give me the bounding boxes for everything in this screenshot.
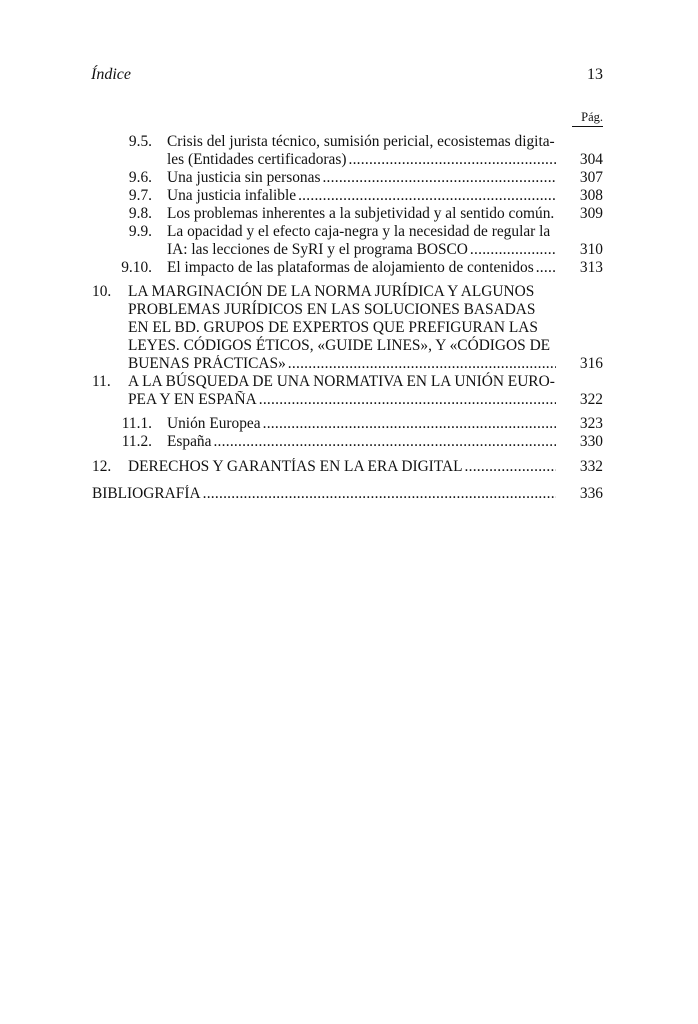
- entry-page-number: 336: [579, 485, 603, 502]
- entry-number: 12.: [92, 458, 112, 475]
- entry-title-line: La opacidad y el efecto caja-negra y la necesidad de regular la: [167, 223, 551, 240]
- entry-title-line: PEA Y EN ESPAÑA . . .: [128, 391, 558, 409]
- entry-title-line: Una justicia sin personas . . .: [167, 169, 558, 187]
- entry-page-number: 309: [579, 205, 603, 222]
- entry-number: 11.1.: [121, 415, 152, 432]
- entry-title-line: Una justicia infalible . . .: [167, 187, 558, 205]
- entry-number: 11.2.: [121, 433, 152, 450]
- entry-title-line: BIBLIOGRAFÍA . . .: [92, 485, 558, 503]
- page-column-label: Pág.: [572, 110, 603, 127]
- entry-page-number: 304: [579, 151, 603, 168]
- entry-number: 9.10.: [121, 259, 152, 276]
- entry-number: 9.6.: [128, 169, 152, 186]
- dot-leader: [298, 187, 556, 205]
- entry-number: 9.5.: [128, 133, 152, 150]
- dot-leader: [470, 241, 556, 259]
- entry-title-line: LA MARGINACIÓN DE LA NORMA JURÍDICA Y ALGUNOS: [128, 283, 535, 300]
- entry-number: 9.9.: [128, 223, 152, 240]
- dot-leader: [465, 458, 557, 476]
- entry-title-line: EN EL BD. GRUPOS DE EXPERTOS QUE PREFIGURAN LAS: [128, 319, 538, 336]
- entry-title-line: DERECHOS Y GARANTÍAS EN LA ERA DIGITAL . . .: [128, 458, 558, 476]
- entry-title-line: LEYES. CÓDIGOS ÉTICOS, «GUIDE LINES», Y «CÓDIGOS DE: [128, 337, 551, 354]
- entry-page-number: 310: [579, 241, 603, 258]
- entry-title-line: Los problemas inherentes a la subjetividad y al sentido común.: [167, 205, 555, 222]
- entry-title-line: IA: las lecciones de SyRI y el programa BOSCO . . .: [167, 241, 558, 259]
- dot-leader: [263, 415, 556, 433]
- entry-title-line: A LA BÚSQUEDA DE UNA NORMATIVA EN LA UNIÓN EURO-: [128, 373, 555, 390]
- entry-title-line: BUENAS PRÁCTICAS» . . .: [128, 355, 558, 373]
- entry-page-number: 332: [579, 458, 603, 475]
- dot-leader: [322, 169, 556, 187]
- entry-page-number: 307: [579, 169, 603, 186]
- entry-number: 10.: [92, 283, 112, 300]
- entry-number: 9.7.: [128, 187, 152, 204]
- entry-page-number: 308: [579, 187, 603, 204]
- dot-leader: [203, 485, 556, 503]
- entry-page-number: 322: [579, 391, 603, 408]
- entry-title-line: Unión Europea . . .: [167, 415, 558, 433]
- entry-title-line: les (Entidades certificadoras) . . .: [167, 151, 558, 169]
- running-head-title: Índice: [91, 66, 131, 83]
- dot-leader: [288, 355, 556, 373]
- entry-number: 11.: [92, 373, 111, 390]
- dot-leader: [213, 433, 556, 451]
- dot-leader: [348, 151, 556, 169]
- entry-title-line: España . . .: [167, 433, 558, 451]
- entry-page-number: 323: [579, 415, 603, 432]
- entry-title-line: PROBLEMAS JURÍDICOS EN LAS SOLUCIONES BASADAS: [128, 301, 536, 318]
- dot-leader: [536, 259, 556, 277]
- entry-number: 9.8.: [128, 205, 152, 222]
- entry-page-number: 316: [579, 355, 603, 372]
- running-head-page-number: 13: [587, 66, 603, 83]
- entry-page-number: 330: [579, 433, 603, 450]
- entry-title-line: El impacto de las plataformas de alojamiento de contenidos . . .: [167, 259, 558, 277]
- dot-leader: [259, 391, 556, 409]
- entry-title-line: Crisis del jurista técnico, sumisión pericial, ecosistemas digita-: [167, 133, 555, 150]
- entry-page-number: 313: [579, 259, 603, 276]
